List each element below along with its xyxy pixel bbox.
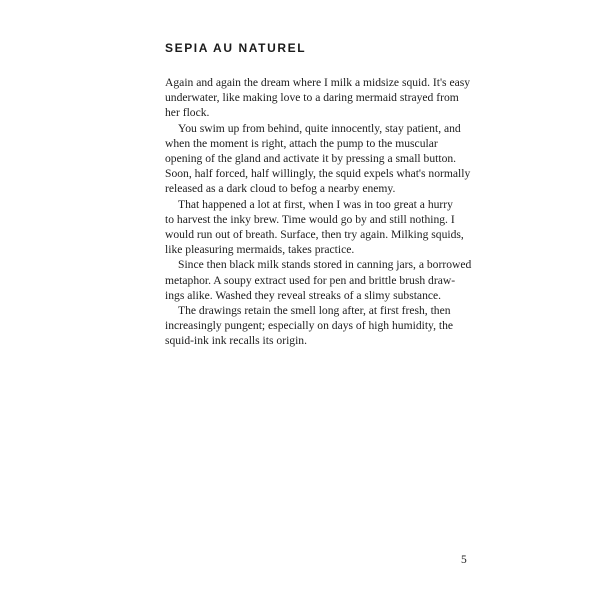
text-line: metaphor. A soupy extract used for pen and brittle brush draw- — [165, 273, 456, 287]
text-line: You swim up from behind, quite innocently, stay patient, and — [178, 121, 461, 135]
text-line: when the moment is right, attach the pump to the muscular — [165, 136, 438, 150]
body-text — [165, 75, 472, 349]
text-line: Soon, half forced, half willingly, the squid expels what's normally — [165, 167, 471, 181]
chapter-title: SEPIA AU NATUREL — [165, 41, 307, 55]
paragraph-5 — [165, 303, 455, 349]
text-line: Again and again the dream where I milk a midsize squid. It's easy — [165, 76, 471, 89]
text-line: squid-ink ink recalls its origin. — [165, 334, 308, 348]
text-line: Since then black milk stands stored in canning jars, a borrowed — [178, 258, 472, 272]
paragraph-3 — [165, 197, 464, 258]
text-line: like pleasuring mermaids, takes practice. — [165, 243, 355, 257]
text-line: increasingly pungent; especially on days of high humidity, the — [165, 319, 454, 333]
paragraph-1 — [165, 75, 471, 121]
text-line: The drawings retain the smell long after, at first fresh, then — [178, 304, 451, 318]
text-line: would run out of breath. Surface, then try again. Milking squids, — [165, 228, 464, 242]
text-line: opening of the gland and activate it by pressing a small button. — [165, 152, 457, 166]
text-line: released as a dark cloud to befog a nearby enemy. — [165, 182, 396, 196]
paragraph-4 — [165, 257, 472, 303]
text-line: to harvest the inky brew. Time would go by and still nothing. I — [165, 212, 455, 226]
text-line: ings alike. Washed they reveal streaks of a slimy substance. — [165, 288, 442, 302]
text-line: That happened a lot at first, when I was in too great a hurry — [178, 197, 453, 211]
text-line: her flock. — [165, 106, 210, 120]
page-number: 5 — [461, 554, 467, 566]
paragraph-2 — [165, 121, 471, 197]
text-line: underwater, like making love to a daring mermaid strayed from — [165, 91, 459, 105]
